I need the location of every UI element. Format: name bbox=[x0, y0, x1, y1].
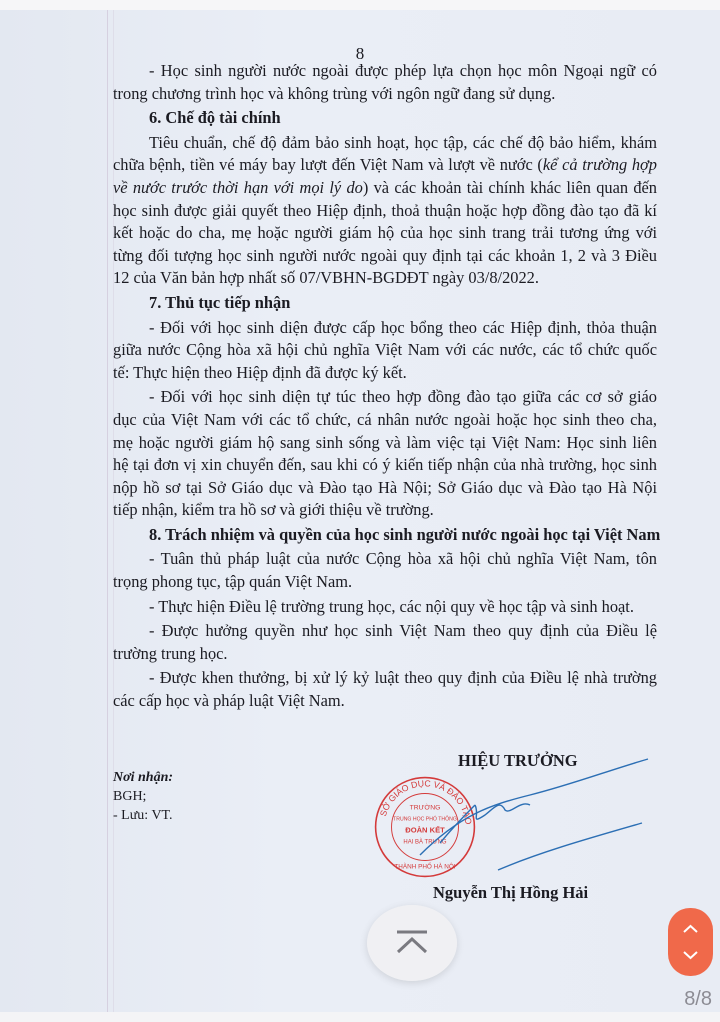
heading-text: 8. Trách nhiệm và quyền của học sinh người nước ngoài học tại Việt Nam bbox=[149, 524, 661, 544]
text-span: dục của Việt Nam với các tổ chức, cá nhân nước ngoài hoặc học sinh theo cha, bbox=[113, 409, 657, 429]
paragraph bbox=[113, 132, 657, 290]
text-span: tiếp nhận, kiểm tra hồ sơ và giới thiệu về trường. bbox=[113, 500, 434, 520]
text-line bbox=[113, 454, 657, 477]
section-heading bbox=[113, 524, 661, 547]
text-line bbox=[113, 548, 657, 571]
text-span: Tiêu chuẩn, chế độ đảm bảo sinh hoạt, học tập, các chế độ bảo hiểm, khám bbox=[149, 132, 657, 152]
text-span: - Tuân thủ pháp luật của nước Cộng hòa xã hội chủ nghĩa Việt Nam, tôn bbox=[149, 549, 657, 569]
text-line bbox=[113, 571, 657, 594]
italic-text: kể cả trường hợp bbox=[542, 155, 658, 175]
recipient-item: - Lưu: VT. bbox=[113, 808, 173, 823]
text-line bbox=[113, 222, 657, 245]
page-indicator: 8/8 bbox=[684, 988, 712, 1010]
text-line bbox=[113, 667, 657, 690]
stamp-text: TRUNG HỌC PHỔ THÔNG bbox=[393, 816, 457, 823]
text-line bbox=[113, 432, 657, 455]
heading-text: 6. Chế độ tài chính bbox=[149, 108, 281, 128]
text-line bbox=[113, 362, 657, 385]
section-heading bbox=[113, 107, 657, 130]
bottom-bar bbox=[0, 1012, 720, 1022]
text-span: - Thực hiện Điều lệ trường trung học, các nội quy về học tập và sinh hoạt. bbox=[149, 596, 634, 616]
paragraph bbox=[113, 596, 657, 619]
document-body bbox=[113, 60, 661, 715]
text-span: nộp hồ sơ tại Sở Giáo dục và Đào tạo Hà Nội; Sở Giáo dục và Đào tạo Hà Nội bbox=[113, 477, 657, 497]
paragraph bbox=[113, 60, 657, 105]
text-line bbox=[113, 690, 657, 713]
text-line bbox=[113, 596, 657, 619]
text-span: các cấp học và pháp luật Việt Nam. bbox=[113, 691, 345, 711]
text-line bbox=[113, 620, 657, 643]
chevron-down-icon[interactable] bbox=[682, 950, 699, 960]
text-line bbox=[113, 83, 657, 106]
scroll-to-top-button[interactable] bbox=[367, 905, 457, 981]
text-span: - Học sinh người nước ngoài được phép lựa chọn học môn Ngoại ngữ có bbox=[149, 61, 657, 80]
text-span: chữa bệnh, tiền vé máy bay lượt đến Việt Nam và lượt về nước ( bbox=[113, 155, 543, 175]
text-span: - Được hưởng quyền như học sinh Việt Nam theo quy định của Điều lệ bbox=[149, 621, 657, 641]
text-span: - Đối với học sinh diện được cấp học bổng theo các Hiệp định, thỏa thuận bbox=[149, 317, 657, 337]
paragraph bbox=[113, 317, 657, 385]
text-span: kết hoặc do cha, mẹ hoặc người giám hộ của học sinh trang trải tương ứng với bbox=[113, 223, 657, 243]
text-span: - Được khen thưởng, bị xử lý kỷ luật theo quy định của Điều lệ nhà trường bbox=[149, 668, 657, 688]
text-line bbox=[113, 409, 657, 432]
text-line bbox=[113, 154, 657, 177]
text-span: ) và các khoản tài chính khác liên quan đến bbox=[362, 177, 657, 197]
paragraph bbox=[113, 667, 657, 712]
section-heading bbox=[113, 292, 657, 315]
paragraph bbox=[113, 620, 657, 665]
text-span: trong chương trình học và không trùng với ngôn ngữ đang sử dụng. bbox=[113, 83, 556, 103]
recipients bbox=[113, 768, 173, 825]
text-span: học sinh được giải quyết theo Hiệp định, thoả thuận hoặc hợp đồng đào tạo đã kí bbox=[113, 200, 657, 220]
page-nav-control bbox=[668, 908, 713, 976]
recipient-item: BGH; bbox=[113, 789, 147, 804]
text-span: 12 của Văn bản hợp nhất số 07/VBHN-BGDĐT ngày 03/8/2022. bbox=[113, 268, 539, 288]
text-span: - Đối với học sinh diện tự túc theo hợp đồng đào tạo giữa các cơ sở giáo bbox=[149, 387, 657, 407]
text-span: mẹ hoặc người giám hộ sang sinh sống và làm việc tại Việt Nam: Học sinh liên bbox=[113, 432, 657, 452]
scroll-to-top-icon bbox=[367, 905, 457, 981]
text-line bbox=[113, 499, 657, 522]
stamp-outer-text: SỞ GIÁO DỤC VÀ ĐÀO TẠO bbox=[377, 778, 474, 825]
text-line bbox=[113, 200, 657, 223]
text-span: hệ tại đơn vị xin chuyển đến, sau khi có ý kiến tiếp nhận của nhà trường, học sinh bbox=[113, 455, 657, 475]
text-line bbox=[113, 132, 657, 155]
text-line bbox=[113, 267, 657, 290]
heading-text: 7. Thủ tục tiếp nhận bbox=[149, 292, 291, 312]
top-strip bbox=[0, 0, 720, 10]
text-line bbox=[113, 477, 657, 500]
stamp-text: THÀNH PHỐ HÀ NỘI bbox=[394, 863, 456, 871]
recipients-title: Nơi nhận: bbox=[113, 770, 174, 785]
italic-text: về nước trước thời hạn với mọi lý do bbox=[113, 177, 363, 197]
text-line bbox=[113, 245, 657, 268]
text-line bbox=[113, 339, 657, 362]
text-span: tế: Thực hiện theo Hiệp định đã được ký kết. bbox=[113, 362, 407, 382]
text-span: trọng phong tục, tập quán Việt Nam. bbox=[113, 572, 353, 592]
chevron-up-icon[interactable] bbox=[682, 924, 699, 934]
stamp-text: HAI BÀ TRƯNG bbox=[403, 839, 447, 846]
text-line bbox=[113, 177, 657, 200]
text-line bbox=[113, 643, 657, 666]
paragraph bbox=[113, 386, 657, 522]
text-line bbox=[113, 60, 657, 83]
paragraph bbox=[113, 548, 657, 593]
text-span: trường trung học. bbox=[113, 643, 228, 663]
text-line bbox=[113, 386, 657, 409]
page-number: 8 bbox=[355, 44, 365, 63]
text-span: từng đối tượng học sinh người nước ngoài quy định tại các khoản 1, 2 và 3 Điều bbox=[113, 245, 657, 265]
stamp-text: TRƯỜNG bbox=[409, 804, 441, 812]
text-span: giữa nước Cộng hòa xã hội chủ nghĩa Việt Nam với các nước, các tổ chức quốc bbox=[113, 340, 657, 360]
signer-title: HIỆU TRƯỞNG bbox=[458, 751, 578, 770]
text-line bbox=[113, 317, 657, 340]
signer-name: Nguyễn Thị Hồng Hải bbox=[433, 883, 589, 902]
stamp-text: ĐOÀN KẾT bbox=[405, 825, 445, 835]
page-edge-line bbox=[107, 10, 108, 1012]
handwritten-signature bbox=[377, 755, 660, 880]
